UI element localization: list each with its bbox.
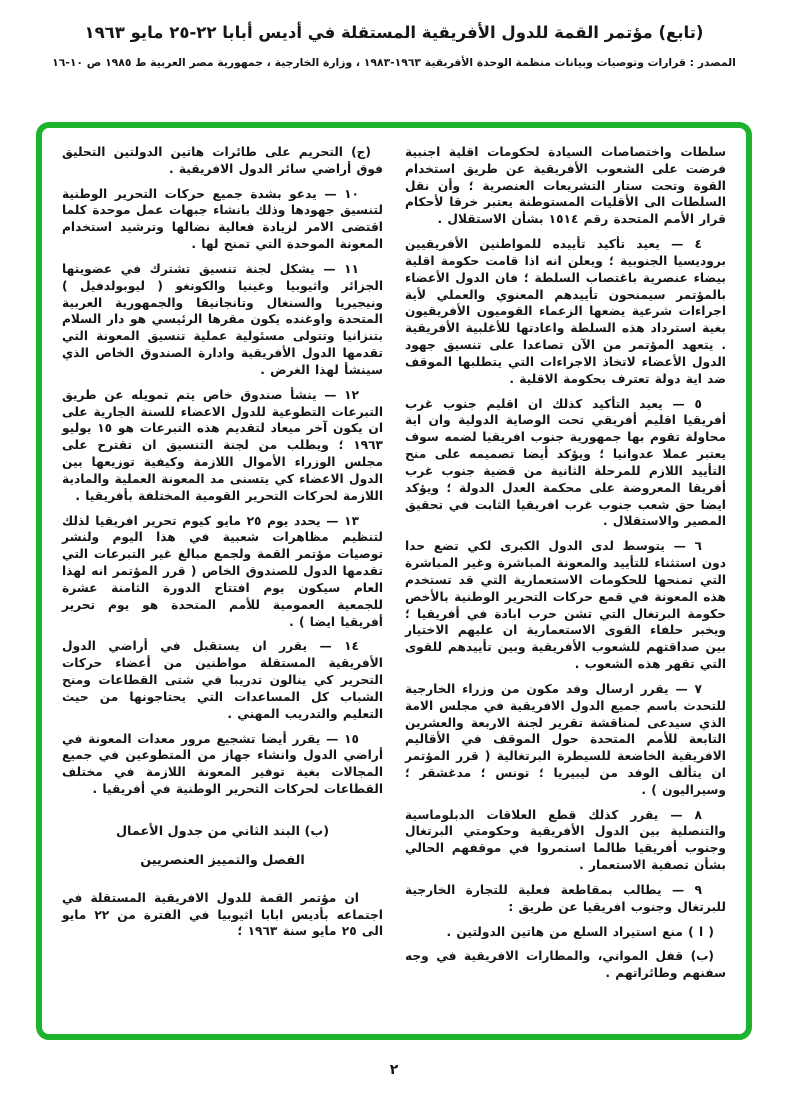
paragraph-continuation: سلطات واختصاصات السيادة لحكومات اقلية اجنبية فرضت على الشعوب الأفريقية عن طريق استخدام القوة وتحت ستار التشريعات العنصرية ؛ وأن نقل السلطات الى الأقليات المستوطنة يعتبر خرقا لأحكام قرار الأمم المتحدة رقم ١٥١٤ بشأن الاستقلال .	[405, 145, 726, 227]
column-left	[62, 144, 383, 1026]
paragraph-subitem-a: ( ا ) منع استيراد السلع من هاتين الدولتين .	[446, 924, 714, 939]
paragraph-item-14: ١٤ — يقرر ان يستقبل في أراضي الدول الأفريقية المستقلة مواطنين من أعضاء حركات التحرير كي ينالون تدريبا في شتى القطاعات ومنح الشباب كل المساعدات التي يحتاجونها من حيث التعليم والتدريب المهني .	[62, 639, 383, 721]
column-right	[405, 144, 726, 1026]
paragraph-item-4: ٤ — يعيد تأكيد تأييده للمواطنين الأفريقيين بروديسيا الجنوبية ؛ ويعلن انه اذا قامت حكومة اقلية بيضاء عنصرية باغتصاب السلطة ؛ فان الدول الأعضاء بالمؤتمر سيمنحون تأييدهم المعنوي والعملي لأية اجراءات شرعية يضعها الزعماء القوميون الأفريقيون بغية استرداد هذه السلطة واعادتها للأغلبية الأفريقية . يتعهد المؤتمر من الآن تصاعدا على تنسيق جهود الدول الأعضاء لاتخاذ الاجراءات التي يتطلبها الموقف ضد اية دولة تعترف بحكومة الاقلية .	[405, 237, 726, 386]
paragraph-subitem-b: (ب) قفل المواني، والمطارات الافريقية في وجه سفنهم وطائراتهم .	[405, 949, 726, 981]
paragraph-item-15: ١٥ — يقرر أيضا تشجيع مرور معدات المعونة في أراضي الدول وانشاء جهاز من المتطوعين في جميع المجالات بغية توفير المعونة اللازمة في مختلف القطاعات لحركات التحرير الوطنية في أفريقيا .	[62, 731, 383, 796]
paragraph-item-9: ٩ — يطالب بمقاطعة فعلية للتجارة الخارجية للبرتغال وجنوب افريقيا عن طريق :	[405, 882, 726, 914]
paragraph-agenda-opening: ان مؤتمر القمة للدول الافريقية المستقلة في اجتماعه بأديس ابابا اثيوبيا في الفترة من ٢٢ مايو الى ٢٥ مايو سنة ١٩٦٣ ؛	[62, 890, 383, 939]
paragraph-item-11: ١١ — يشكل لجنة تنسيق تشترك في عضويتها الجزائر واثيوبيا وغينيا والكونغو ( ليوبولدفيل ) ونيجيريا والسنغال وتانجانيقا والجمهورية العربية المتحدة واوغنده يكون مقرها الرئيسي هو دار السلام بتنزانيا وتتولى مسئولية عملية تنسيق المعونة التي تقدمها الدول الأفريقية وادارة الصندوق الخاص الذي سينشأ لهذا الغرض .	[62, 261, 383, 377]
paragraph-item-7: ٧ — يقرر ارسال وفد مكون من وزراء الخارجية للتحدث باسم جميع الدول الافريقية في مجلس الامة الذي سيدعى لمناقشة تقرير لجنة الاربعة والعشرين التابعة للأمم المتحدة حول الموقف في الأقاليم الافريقية الخاضعة للسيطرة البرتغالية ( قرر المؤتمر ان يتألف الوفد من ليبيريا ؛ تونس ؛ مدغشقر ؛ وسيراليون ) .	[405, 681, 726, 797]
paragraph-item-12: ١٢ — ينشأ صندوق خاص يتم تمويله عن طريق التبرعات التطوعية للدول الاعضاء للسنة الجارية على ان يكون آخر ميعاد لتقديم هذه التبرعات هو ١٥ يوليو ١٩٦٣ ؛ ويطلب من لجنة التنسيق ان تقترح على مجلس الوزراء الأموال اللازمة وكيفية توزيعها بين الدول الاعضاء كي يتسنى مد المعونة العملية والمادية اللازمة لحركات التحرير القومية المختلفة بأفريقيا .	[62, 387, 383, 503]
paragraph-item-5: ٥ — يعيد التأكيد كذلك ان اقليم جنوب غرب أفريقيا اقليم أفريقي تحت الوصاية الدولية وان اية محاولة تقوم بها جمهورية جنوب افريقيا لضمه سوف يعتبر عملا عدوانيا ؛ ويؤكد أيضا تصميمه على منح التأييد اللازم للمرحلة الثانية من قضية جنوب غرب أفريقا المعروضة على محكمة العدل الدولة ؛ ويؤكد ايضا حق شعب جنوب غرب افريقيا الثابت في تحقيق المصير والاستقلال .	[405, 396, 726, 529]
paragraph-item-6: ٦ — يتوسط لدى الدول الكبرى لكي تضع حدا دون استثناء للتأييد والمعونة المباشرة وغير المباشرة التي تمنحها للحكومات الاستعمارية التي قد تستخدم هذه المعونة في قمع حركات التحرير الوطنية بالأخص حكومة البرتغال التي تشن حرب ابادة في أفريقيا ؛ ويخبر حلفاء القوى الاستعمارية ان عليهم الاختيار بين صداقتهم للشعوب الأفريقية وبين تأييدهم للقوى التي تقهر هذه الشعوب .	[405, 539, 726, 672]
paragraph-item-13: ١٣ — يحدد يوم ٢٥ مايو كيوم تحرير افريقيا لذلك لتنظيم مظاهرات شعبية في هذا اليوم ولنشر توصيات مؤتمر القمة ولجمع مبالغ غير التبرعات التي تقدمها الدول للصندوق الخاص ( قرر المؤتمر انه لهذا العام سيكون يوم افتتاح الدورة الثامنة عشرة للجمعية العمومية للأمم المتحدة هو يوم تحرير أفريقيا ايضا ) .	[62, 513, 383, 629]
content-frame	[36, 122, 752, 1040]
paragraph-subitem-c: (ج) التحريم على طائرات هاتين الدولتين التحليق فوق أراضي سائر الدول الافريقية .	[62, 145, 383, 176]
source-citation: المصدر : قرارات وتوصيات وبيانات منظمة الوحدة الأفريقية ١٩٦٣-١٩٨٣ ، وزارة الخارجية ، جمهورية مصر العربية ط ١٩٨٥ ص ١٠-١٦	[52, 56, 736, 70]
page-header	[0, 22, 788, 69]
paragraph-item-10: ١٠ — يدعو بشدة جميع حركات التحرير الوطنية لتنسيق جهودها وذلك بانشاء جبهات عمل موحدة كلما اقتضى الامر لزيادة فعالية نضالها وترشيد استخدام المعونة الموحدة التي تمنح لها .	[62, 186, 383, 252]
paragraph-item-8: ٨ — يقرر كذلك قطع العلاقات الدبلوماسية والتنصلية بين الدول الأفريقية وحكومتي البرتغال وجنوب أفريقيا طالما استمروا في موقفهم الحالي بشأن تصفية الاستعمار .	[405, 807, 726, 873]
document-title: (تابع) مؤتمر القمة للدول الأفريقية المستقلة في أديس أبابا ٢٢-٢٥ مايو ١٩٦٣	[84, 23, 704, 42]
agenda-section-subheading: الفصل والتمييز العنصريين	[140, 852, 305, 868]
page-number: ٢	[389, 1062, 399, 1078]
agenda-section-heading: (ب) البند الثاني من جدول الأعمال	[115, 823, 330, 839]
